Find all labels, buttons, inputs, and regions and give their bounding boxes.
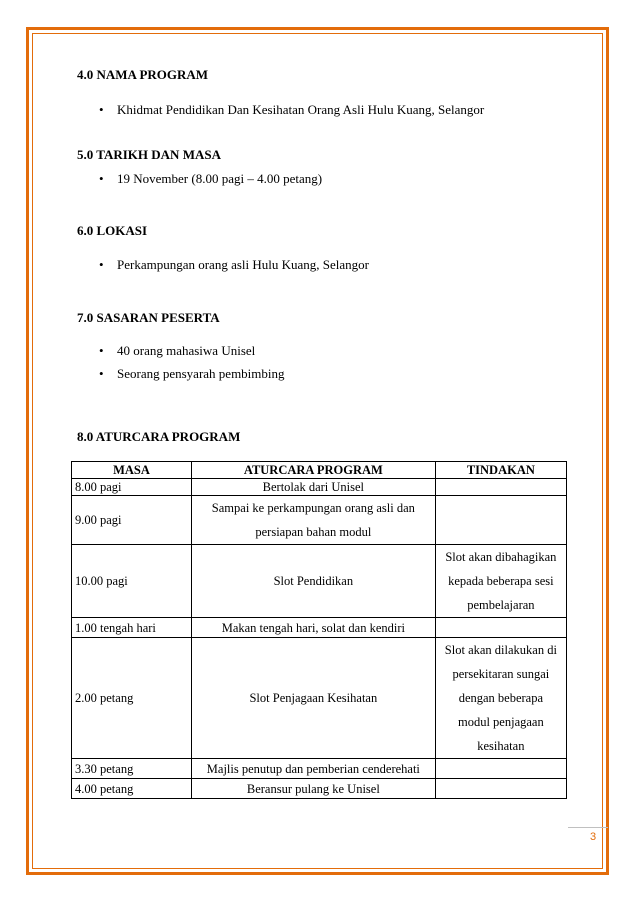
cell-masa: 9.00 pagi	[72, 496, 192, 545]
cell-aturcara: Bertolak dari Unisel	[191, 479, 435, 496]
table-row	[72, 479, 567, 496]
header-tindakan: TINDAKAN	[435, 462, 566, 479]
page-number-rule	[568, 827, 608, 828]
bullet-icon: •	[99, 257, 104, 272]
cell-tindakan: Slot akan dibahagikan kepada beberapa sesi pembelajaran	[435, 545, 566, 618]
cell-masa: 4.00 petang	[72, 779, 192, 799]
table-row	[72, 759, 567, 779]
cell-masa: 2.00 petang	[72, 638, 192, 759]
heading-tarikh-dan-masa: 5.0 TARIKH DAN MASA	[77, 147, 221, 162]
table-row	[72, 618, 567, 638]
heading-aturcara-program: 8.0 ATURCARA PROGRAM	[77, 429, 241, 444]
cell-masa: 3.30 petang	[72, 759, 192, 779]
table-header-row	[72, 462, 567, 479]
heading-lokasi: 6.0 LOKASI	[77, 223, 148, 238]
cell-tindakan	[435, 779, 566, 799]
cell-masa: 8.00 pagi	[72, 479, 192, 496]
heading-sasaran-peserta: 7.0 SASARAN PESERTA	[77, 310, 220, 325]
bullet-icon: •	[99, 171, 104, 186]
cell-tindakan	[435, 496, 566, 545]
cell-aturcara: Majlis penutup dan pemberian cenderehati	[191, 759, 435, 779]
table-row	[72, 638, 567, 759]
bullet-icon: •	[99, 102, 104, 117]
header-aturcara: ATURCARA PROGRAM	[191, 462, 435, 479]
heading-nama-program: 4.0 NAMA PROGRAM	[77, 67, 209, 82]
cell-tindakan	[435, 759, 566, 779]
cell-tindakan: Slot akan dilakukan di persekitaran sungai dengan beberapa modul penjagaan kesihatan	[435, 638, 566, 759]
cell-aturcara: Slot Penjagaan Kesihatan	[191, 638, 435, 759]
cell-tindakan	[435, 618, 566, 638]
cell-aturcara: Makan tengah hari, solat dan kendiri	[191, 618, 435, 638]
cell-masa: 10.00 pagi	[72, 545, 192, 618]
bullet-icon: •	[99, 366, 104, 381]
table-row	[72, 779, 567, 799]
table-row	[72, 545, 567, 618]
schedule-table	[71, 461, 567, 799]
cell-masa: 1.00 tengah hari	[72, 618, 192, 638]
header-masa: MASA	[72, 462, 192, 479]
page-number: 3	[590, 831, 597, 843]
table-row	[72, 496, 567, 545]
cell-tindakan	[435, 479, 566, 496]
cell-aturcara: Sampai ke perkampungan orang asli dan persiapan bahan modul	[191, 496, 435, 545]
cell-aturcara: Slot Pendidikan	[191, 545, 435, 618]
bullet-icon: •	[99, 343, 104, 358]
cell-aturcara: Beransur pulang ke Unisel	[191, 779, 435, 799]
